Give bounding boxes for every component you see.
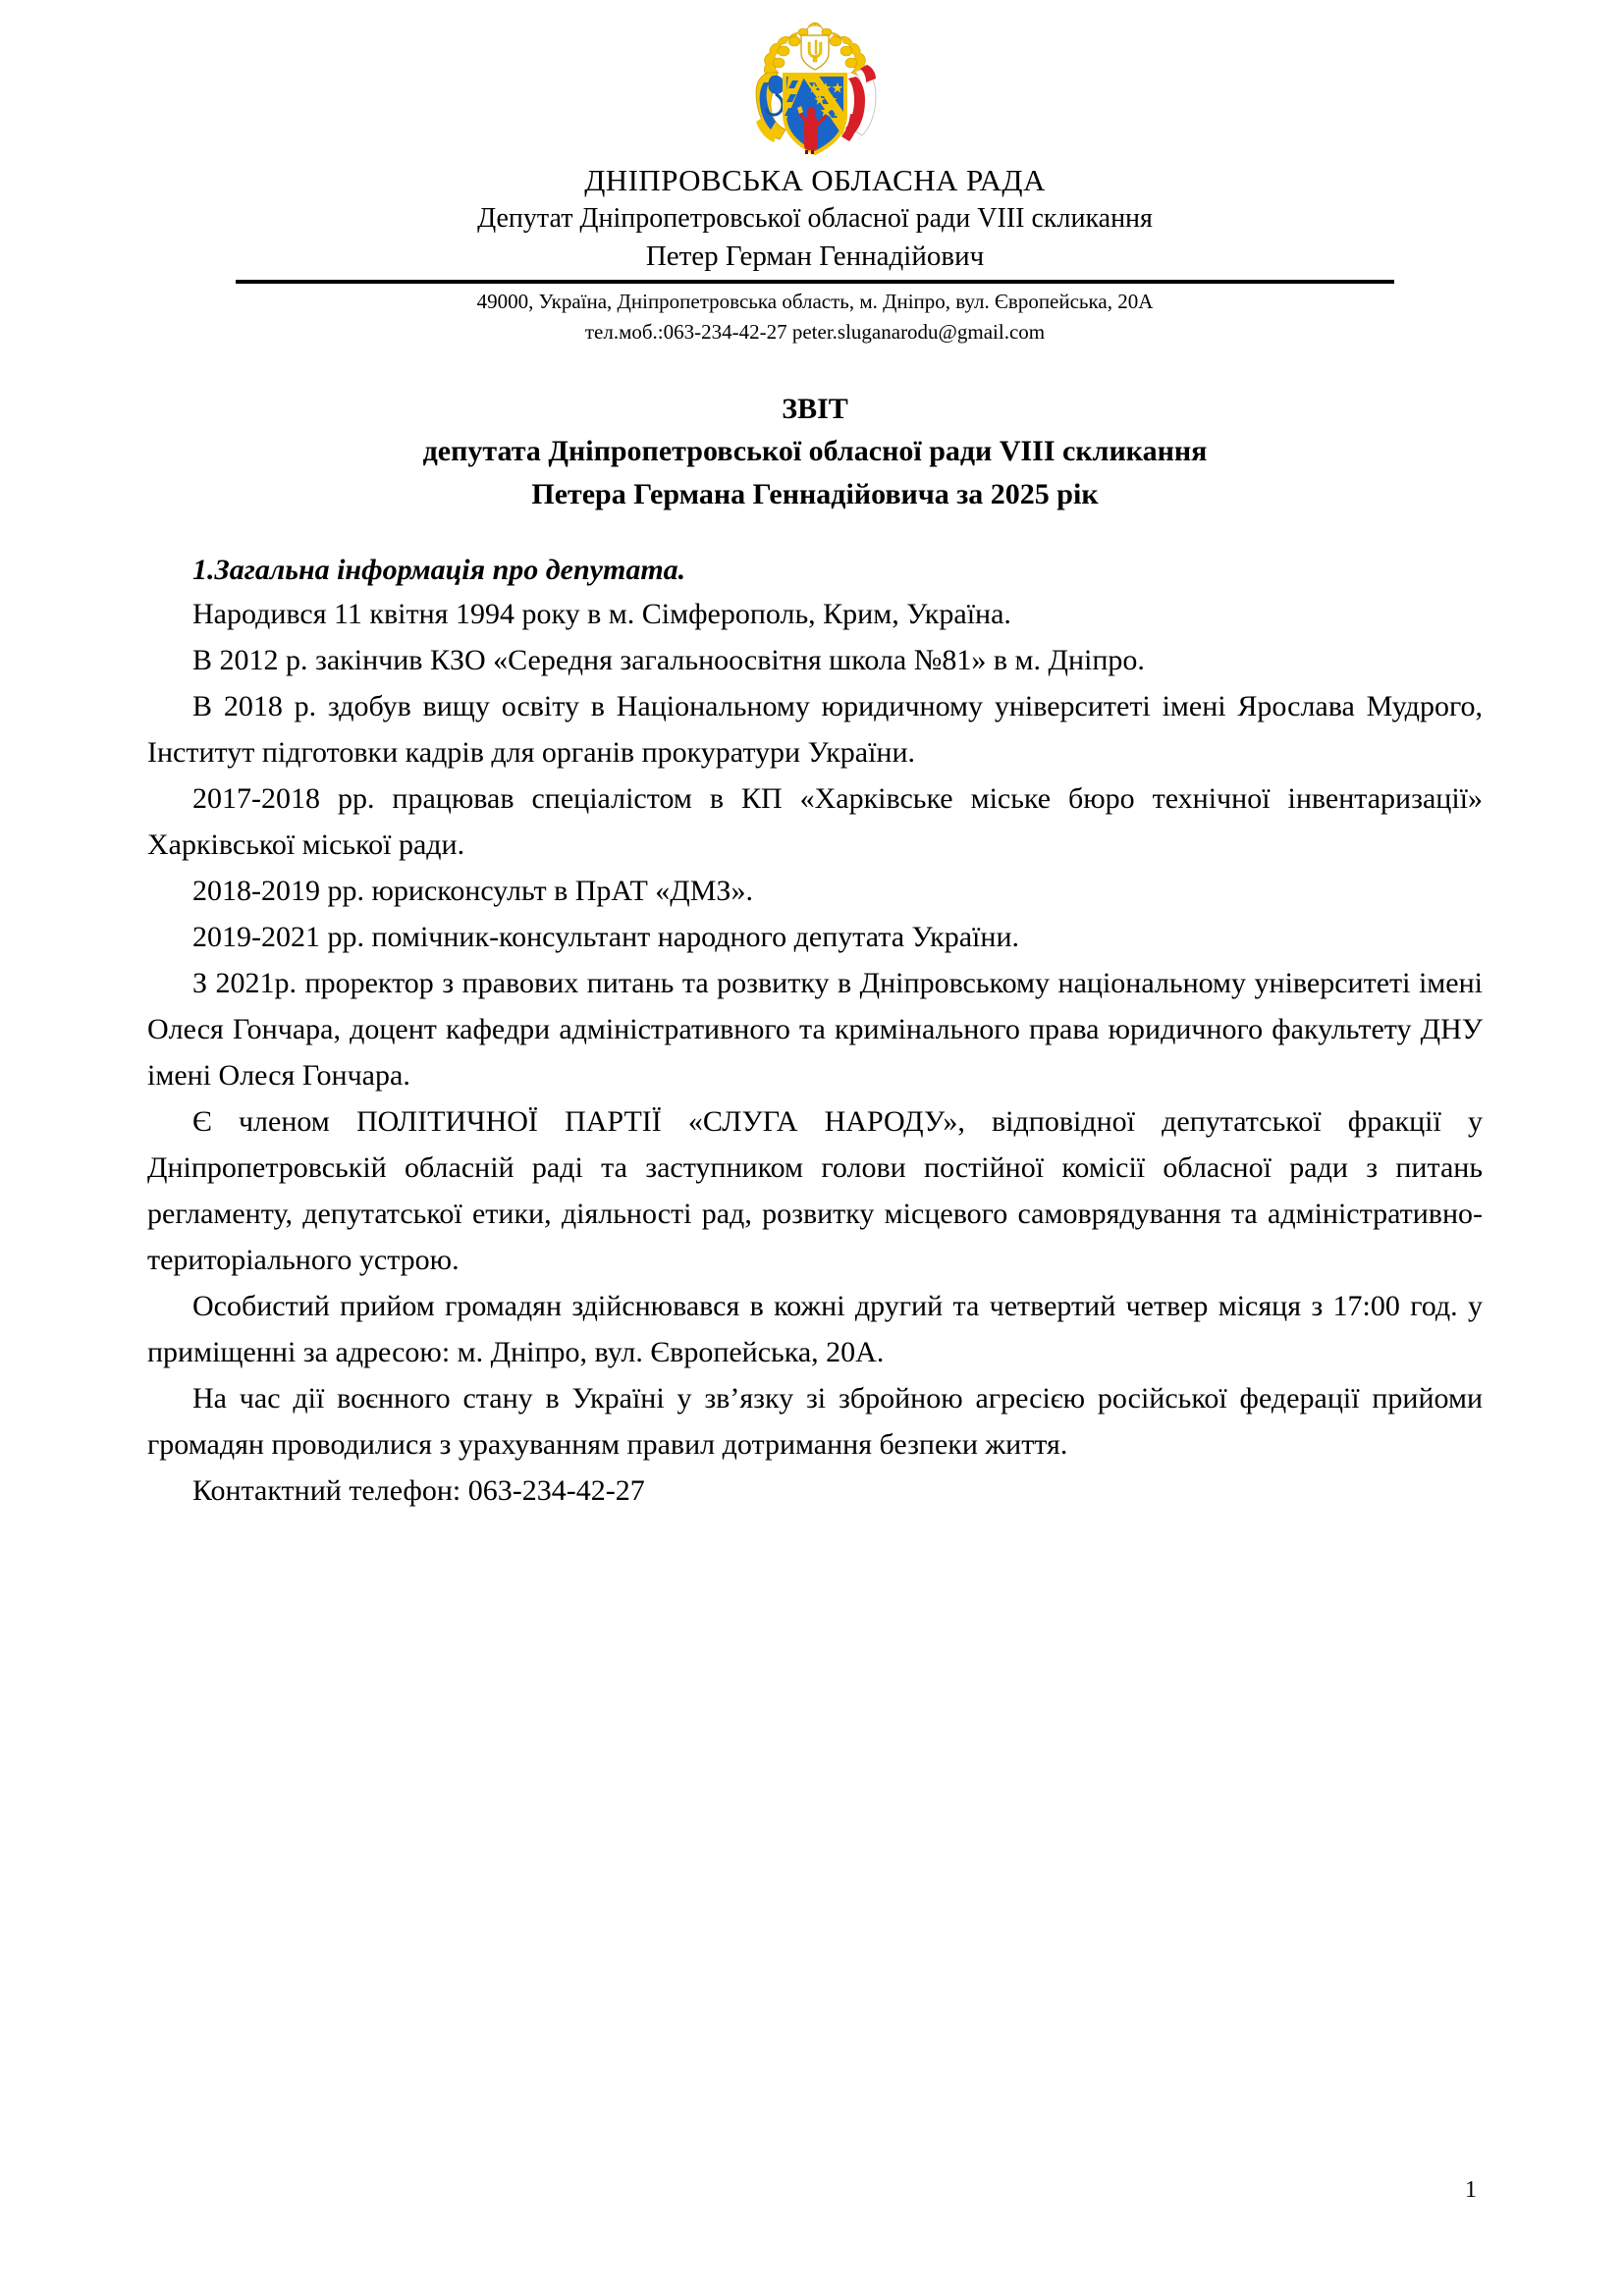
paragraph-higher-education: В 2018 р. здобув вищу освіту в Національному юридичному університеті імені Ярослава Мудрого, Інститут підготовки кадрів для органів прокуратури України. bbox=[147, 690, 1483, 769]
report-title-line1: ЗВІТ bbox=[782, 393, 848, 425]
paragraph-citizen-reception: Особистий прийом громадян здійснювався в кожні другий та четвертий четвер місяця з 17:00 год. у приміщенні за адресою: м. Дніпро, вул. Європейська, 20А. bbox=[147, 1290, 1483, 1368]
paragraph-job-2018-2019: 2018-2019 рр. юрисконсульт в ПрАТ «ДМЗ». bbox=[192, 875, 753, 907]
page-content bbox=[147, 0, 1483, 1514]
deputy-role: Депутат Дніпропетровської обласної ради VIII скликання bbox=[477, 203, 1153, 234]
coat-of-arms-icon bbox=[740, 22, 890, 155]
section-1-heading: 1.Загальна інформація про депутата. bbox=[192, 554, 686, 586]
emblem-container bbox=[147, 22, 1483, 159]
paragraph-job-2021-present: З 2021р. проректор з правових питань та розвитку в Дніпровському національному університеті імені Олеся Гончара, доцент кафедри адміністративного та кримінального права юридичного факультету ДНУ імені Олеся Гончара. bbox=[147, 967, 1483, 1092]
report-title-line3: Петера Германа Геннадійовича за 2025 рік bbox=[531, 478, 1099, 510]
page-number: 1 bbox=[1465, 2177, 1477, 2203]
paragraph-contact-phone: Контактний телефон: 063-234-42-27 bbox=[192, 1474, 645, 1507]
organization-title: ДНІПРОВСЬКА ОБЛАСНА РАДА bbox=[584, 163, 1046, 197]
letterhead-divider bbox=[236, 280, 1394, 284]
letterhead-address: 49000, Україна, Дніпропетровська область, м. Дніпро, вул. Європейська, 20А bbox=[476, 290, 1154, 313]
lion-supporter bbox=[756, 73, 785, 142]
letterhead-contact: тел.моб.:063-234-42-27 peter.sluganarodu@gmail.com bbox=[584, 320, 1046, 344]
paragraph-job-2019-2021: 2019-2021 рр. помічник-консультант народного депутата України. bbox=[192, 921, 1019, 953]
report-title-block bbox=[147, 389, 1483, 516]
paragraph-job-2017-2018: 2017-2018 рр. працював спеціалістом в КП «Харківське міське бюро технічної інвентаризації» Харківської міської ради. bbox=[147, 782, 1483, 861]
paragraph-martial-law: На час дії воєнного стану в Україні у зв’язку зі збройною агресією російської федерації прийоми громадян проводилися з урахуванням правил дотримання безпеки життя. bbox=[147, 1382, 1483, 1461]
letterhead bbox=[147, 0, 1483, 347]
report-title-line2: депутата Дніпропетровської обласної ради VIII скликання bbox=[422, 435, 1208, 467]
deputy-name: Петер Герман Геннадійович bbox=[645, 240, 985, 272]
paragraph-party-membership: Є членом ПОЛІТИЧНОЇ ПАРТІЇ «СЛУГА НАРОДУ», відповідної депутатської фракції у Дніпропетровській обласній раді та заступником голови постійної комісії обласної ради з питань регламенту, депутатської етики, діяльності рад, розвитку місцевого самоврядування та адміністративно-територіального устрою. bbox=[147, 1105, 1483, 1276]
paragraph-school: В 2012 р. закінчив КЗО «Середня загальноосвітня школа №81» в м. Дніпро. bbox=[192, 644, 1145, 676]
paragraph-birth: Народився 11 квітня 1994 року в м. Сімферополь, Крим, Україна. bbox=[192, 598, 1011, 630]
